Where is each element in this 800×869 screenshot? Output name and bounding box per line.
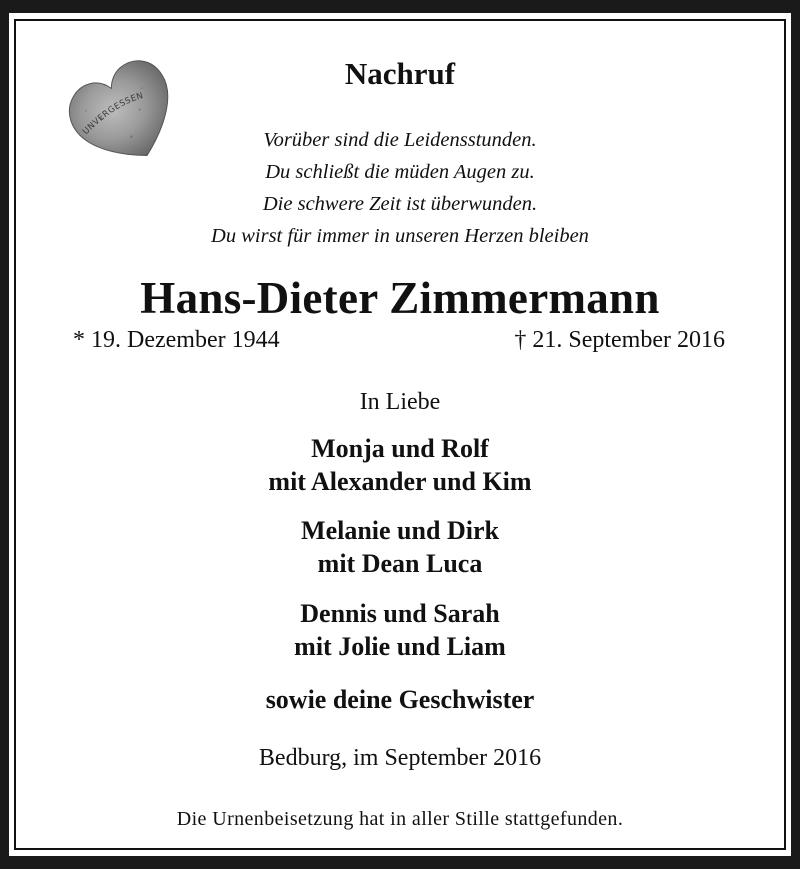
place-date: Bedburg, im September 2016 (258, 745, 542, 771)
family-group (16, 432, 784, 498)
poem-line: Die schwere Zeit ist überwunden. (262, 193, 538, 215)
family-group (16, 597, 784, 663)
poem-line: Vorüber sind die Leidensstunden. (263, 129, 537, 151)
burial-note: Die Urnenbeisetzung hat in aller Stille stattgefunden. (176, 808, 624, 830)
poem-line: Du wirst für immer in unseren Herzen bleiben (211, 225, 589, 247)
family-line: Dennis und Sarah (300, 599, 500, 628)
family-line: Monja und Rolf (311, 434, 489, 463)
deceased-name: Hans-Dieter Zimmermann (140, 273, 660, 323)
birth-date: * 19. Dezember 1944 (73, 327, 280, 353)
family-line: Melanie und Dirk (301, 516, 499, 545)
obituary-border (14, 19, 786, 850)
family-line: mit Jolie und Liam (294, 632, 506, 661)
family-line: mit Dean Luca (317, 549, 483, 578)
heart-engraving: UNVERGESSEN (81, 91, 145, 138)
family-line: mit Alexander und Kim (268, 467, 532, 496)
siblings-line: sowie deine Geschwister (265, 685, 535, 714)
death-date: † 21. September 2016 (514, 327, 725, 353)
poem (16, 124, 784, 252)
in-love-label: In Liebe (359, 389, 441, 415)
poem-line: Du schließt die müden Augen zu. (265, 161, 535, 183)
obituary-card (9, 13, 791, 856)
obituary-title: Nachruf (344, 56, 456, 91)
family-group (16, 514, 784, 580)
